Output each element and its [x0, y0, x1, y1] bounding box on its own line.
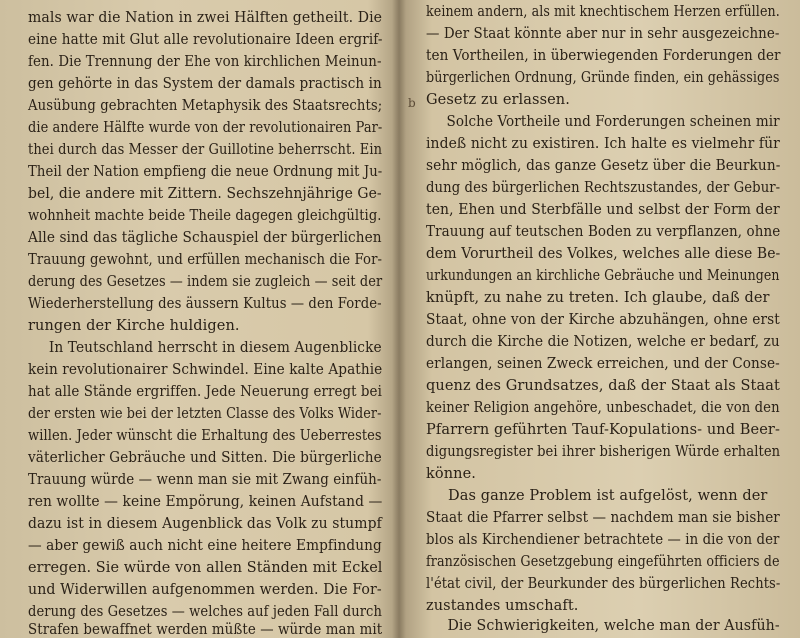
text-line: könne.: [426, 466, 476, 482]
text-line: Strafen bewaffnet werden müßte — würde man mit: [28, 622, 383, 638]
text-line: dazu ist in diesem Augenblick das Volk zu stumpf: [28, 516, 382, 532]
text-line: l'état civil, der Beurkunder des bürgerlichen Rechts-: [426, 576, 781, 592]
text-line: ten, Ehen und Sterbfälle und selbst der Form der: [426, 202, 780, 218]
text-line: Ausübung gebrachten Metaphysik des Staatsrechts;: [28, 98, 383, 114]
text-line: und Widerwillen aufgenommen werden. Die For-: [28, 582, 382, 598]
text-line: eine hatte mit Glut alle revolutionaire Ideen ergrif-: [28, 32, 383, 48]
text-line: Alle sind das tägliche Schauspiel der bürgerlichen: [28, 230, 382, 246]
text-line: väterlicher Gebräuche und Sitten. Die bürgerliche: [28, 450, 382, 466]
paragraph-start-line: Die Schwierigkeiten, welche man der Ausfüh-: [447, 618, 780, 634]
text-line: dem Vorurtheil des Volkes, welches alle diese Be-: [426, 246, 781, 262]
text-line: thei durch das Messer der Guillotine beherrscht. Ein: [28, 142, 383, 158]
text-line: Trauung würde — wenn man sie mit Zwang einfüh-: [28, 472, 382, 488]
text-line: dung des bürgerlichen Rechtszustandes, der Gebur-: [426, 180, 781, 196]
right-page: [404, 0, 800, 638]
text-line: rungen der Kirche huldigen.: [28, 318, 240, 334]
text-line: — Der Staat könnte aber nur in sehr ausgezeichne-: [426, 26, 780, 42]
text-line: erlangen, seinen Zweck erreichen, und der Conse-: [426, 356, 780, 372]
text-line: — aber gewiß auch nicht eine heitere Empfindung: [28, 538, 382, 554]
text-line: indeß nicht zu existiren. Ich halte es vielmehr für: [426, 136, 780, 152]
margin-mark: b: [408, 96, 416, 110]
text-line: derung des Gesetzes — indem sie zugleich — seit der: [28, 274, 383, 290]
text-line: quenz des Grundsatzes, daß der Staat als Staat: [426, 378, 780, 394]
text-line: durch die Kirche die Notizen, welche er bedarf, zu: [426, 334, 780, 350]
text-line: zustandes umschaft.: [426, 598, 579, 614]
text-line: Gesetz zu erlassen.: [426, 92, 570, 108]
text-line: wohnheit machte beide Theile dagegen gleichgültig.: [28, 208, 382, 224]
text-line: hat alle Stände ergriffen. Jede Neuerung erregt bei: [28, 384, 382, 400]
text-line: Wiederherstellung des äussern Kultus — den Forde-: [28, 296, 382, 312]
text-line: erregen. Sie würde von allen Ständen mit Eckel: [28, 560, 383, 576]
paragraph-start-line: Solche Vortheile und Forderungen scheinen mir: [446, 114, 780, 130]
text-line: knüpft, zu nahe zu treten. Ich glaube, daß der: [426, 290, 770, 306]
text-line: französischen Gesetzgebung eingeführten officiers de: [426, 554, 780, 570]
text-line: bel, die andere mit Zittern. Sechszehnjährige Ge-: [28, 186, 382, 202]
text-line: sehr möglich, das ganze Gesetz über die Beurkun-: [426, 158, 781, 174]
text-line: die andere Hälfte wurde von der revolutionairen Par-: [28, 120, 383, 136]
text-line: mals war die Nation in zwei Hälften getheilt. Die: [28, 10, 383, 26]
text-line: keiner Religion angehöre, unbeschadet, die von den: [426, 400, 780, 416]
text-line: der ersten wie bei der letzten Classe des Volks Wider-: [28, 406, 382, 422]
text-line: fen. Die Trennung der Ehe von kirchlichen Meinun-: [28, 54, 382, 70]
text-line: ren wollte — keine Empörung, keinen Aufstand —: [28, 494, 383, 510]
left-page: [0, 0, 396, 638]
text-line: blos als Kirchendiener betrachtete — in die von der: [426, 532, 780, 548]
text-line: ten Vortheilen, in überwiegenden Forderungen der: [426, 48, 781, 64]
paragraph-start-line: Das ganze Problem ist aufgelöst, wenn der: [448, 488, 768, 504]
text-line: Trauung auf teutschen Boden zu verpflanzen, ohne: [426, 224, 781, 240]
text-line: Staat die Pfarrer selbst — nachdem man sie bisher: [426, 510, 780, 526]
text-line: derung des Gesetzes — welches auf jeden Fall durch: [28, 604, 382, 620]
text-line: keinem andern, als mit knechtischem Herzen erfüllen.: [426, 4, 780, 20]
paragraph-start-line: In Teutschland herrscht in diesem Augenblicke: [48, 340, 382, 356]
text-line: Staat, ohne von der Kirche abzuhängen, ohne erst: [426, 312, 780, 328]
text-line: kein revolutionairer Schwindel. Eine kalte Apathie: [28, 362, 383, 378]
text-line: willen. Jeder wünscht die Erhaltung des Ueberrestes: [28, 428, 382, 444]
text-line: Trauung gewohnt, und erfüllen mechanisch die For-: [28, 252, 383, 268]
text-line: urkundungen an kirchliche Gebräuche und Meinungen: [426, 268, 780, 284]
text-line: gen gehörte in das System der damals practisch in: [28, 76, 382, 92]
text-line: Pfarrern geführten Tauf-Kopulations- und Beer-: [426, 422, 780, 438]
text-line: bürgerlichen Ordnung, Gründe finden, ein gehässiges: [426, 70, 780, 86]
text-line: Theil der Nation empfieng die neue Ordnung mit Ju-: [28, 164, 383, 180]
text-line: digungsregister bei ihrer bisherigen Würde erhalten: [426, 444, 781, 460]
